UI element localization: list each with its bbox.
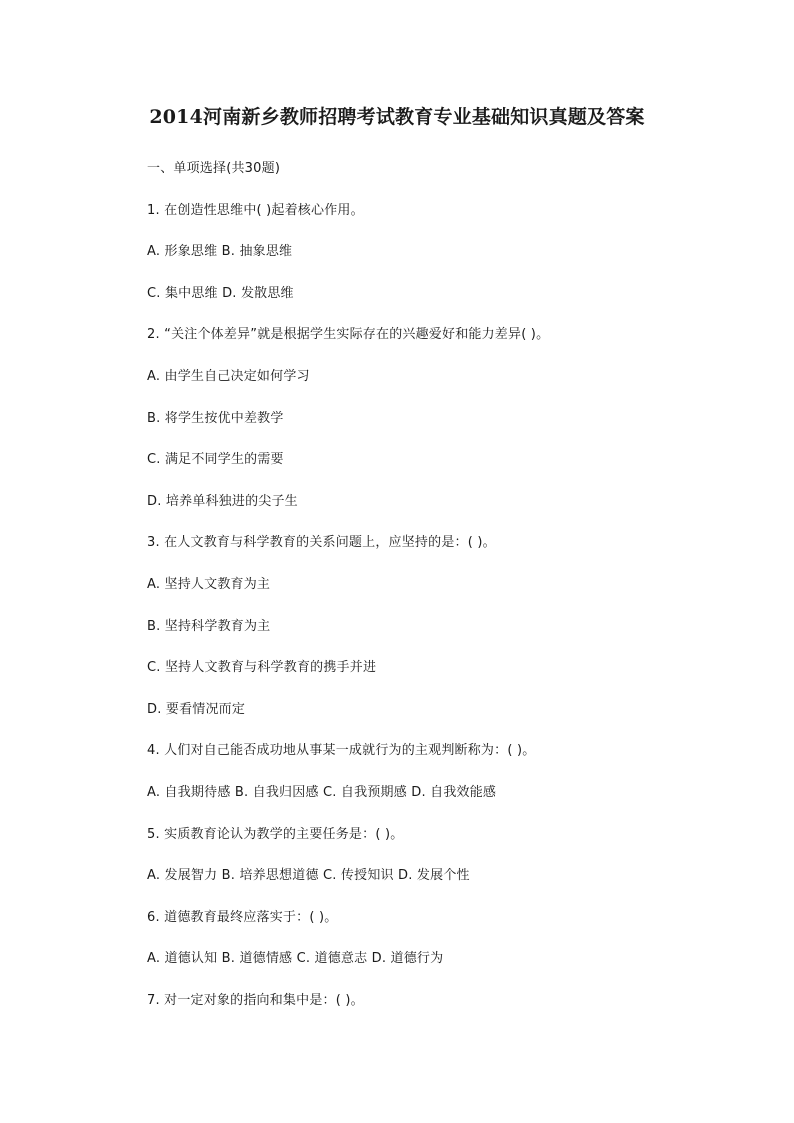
option-line: A. 自我期待感 B. 自我归因感 C. 自我预期感 D. 自我效能感: [147, 784, 497, 800]
option-line: A. 坚持人文教育为主: [147, 576, 271, 592]
section-heading: 一、单项选择(共30题): [147, 161, 281, 176]
question-line: 4. 人们对自己能否成功地从事某一成就行为的主观判断称为：( )。: [147, 743, 536, 759]
option-line: D. 要看情况而定: [147, 701, 246, 717]
option-line: C. 坚持人文教育与科学教育的携手并进: [147, 660, 377, 676]
question-line: 7. 对一定对象的指向和集中是：( )。: [147, 992, 364, 1008]
option-line: A. 发展智力 B. 培养思想道德 C. 传授知识 D. 发展个性: [147, 868, 470, 884]
option-line: A. 由学生自己决定如何学习: [147, 368, 310, 384]
option-line: C. 集中思维 D. 发散思维: [147, 285, 294, 301]
option-line: C. 满足不同学生的需要: [147, 452, 284, 468]
option-line: B. 坚持科学教育为主: [147, 618, 271, 634]
option-line: B. 将学生按优中差教学: [147, 410, 284, 426]
document-body: [147, 159, 767, 1032]
question-line: 6. 道德教育最终应落实于：( )。: [147, 909, 338, 925]
question-line: 2. “关注个体差异”就是根据学生实际存在的兴趣爱好和能力差异( )。: [147, 327, 550, 343]
question-line: 1. 在创造性思维中( )起着核心作用。: [147, 202, 364, 218]
option-line: A. 形象思维 B. 抽象思维: [147, 244, 293, 260]
option-line: A. 道德认知 B. 道德情感 C. 道德意志 D. 道德行为: [147, 951, 444, 967]
page-title: 2014河南新乡教师招聘考试教育专业基础知识真题及答案: [149, 106, 645, 128]
question-line: 3. 在人文教育与科学教育的关系问题上，应坚持的是：( )。: [147, 535, 496, 551]
question-line: 5. 实质教育论认为教学的主要任务是：( )。: [147, 826, 404, 842]
option-line: D. 培养单科独进的尖子生: [147, 493, 298, 509]
